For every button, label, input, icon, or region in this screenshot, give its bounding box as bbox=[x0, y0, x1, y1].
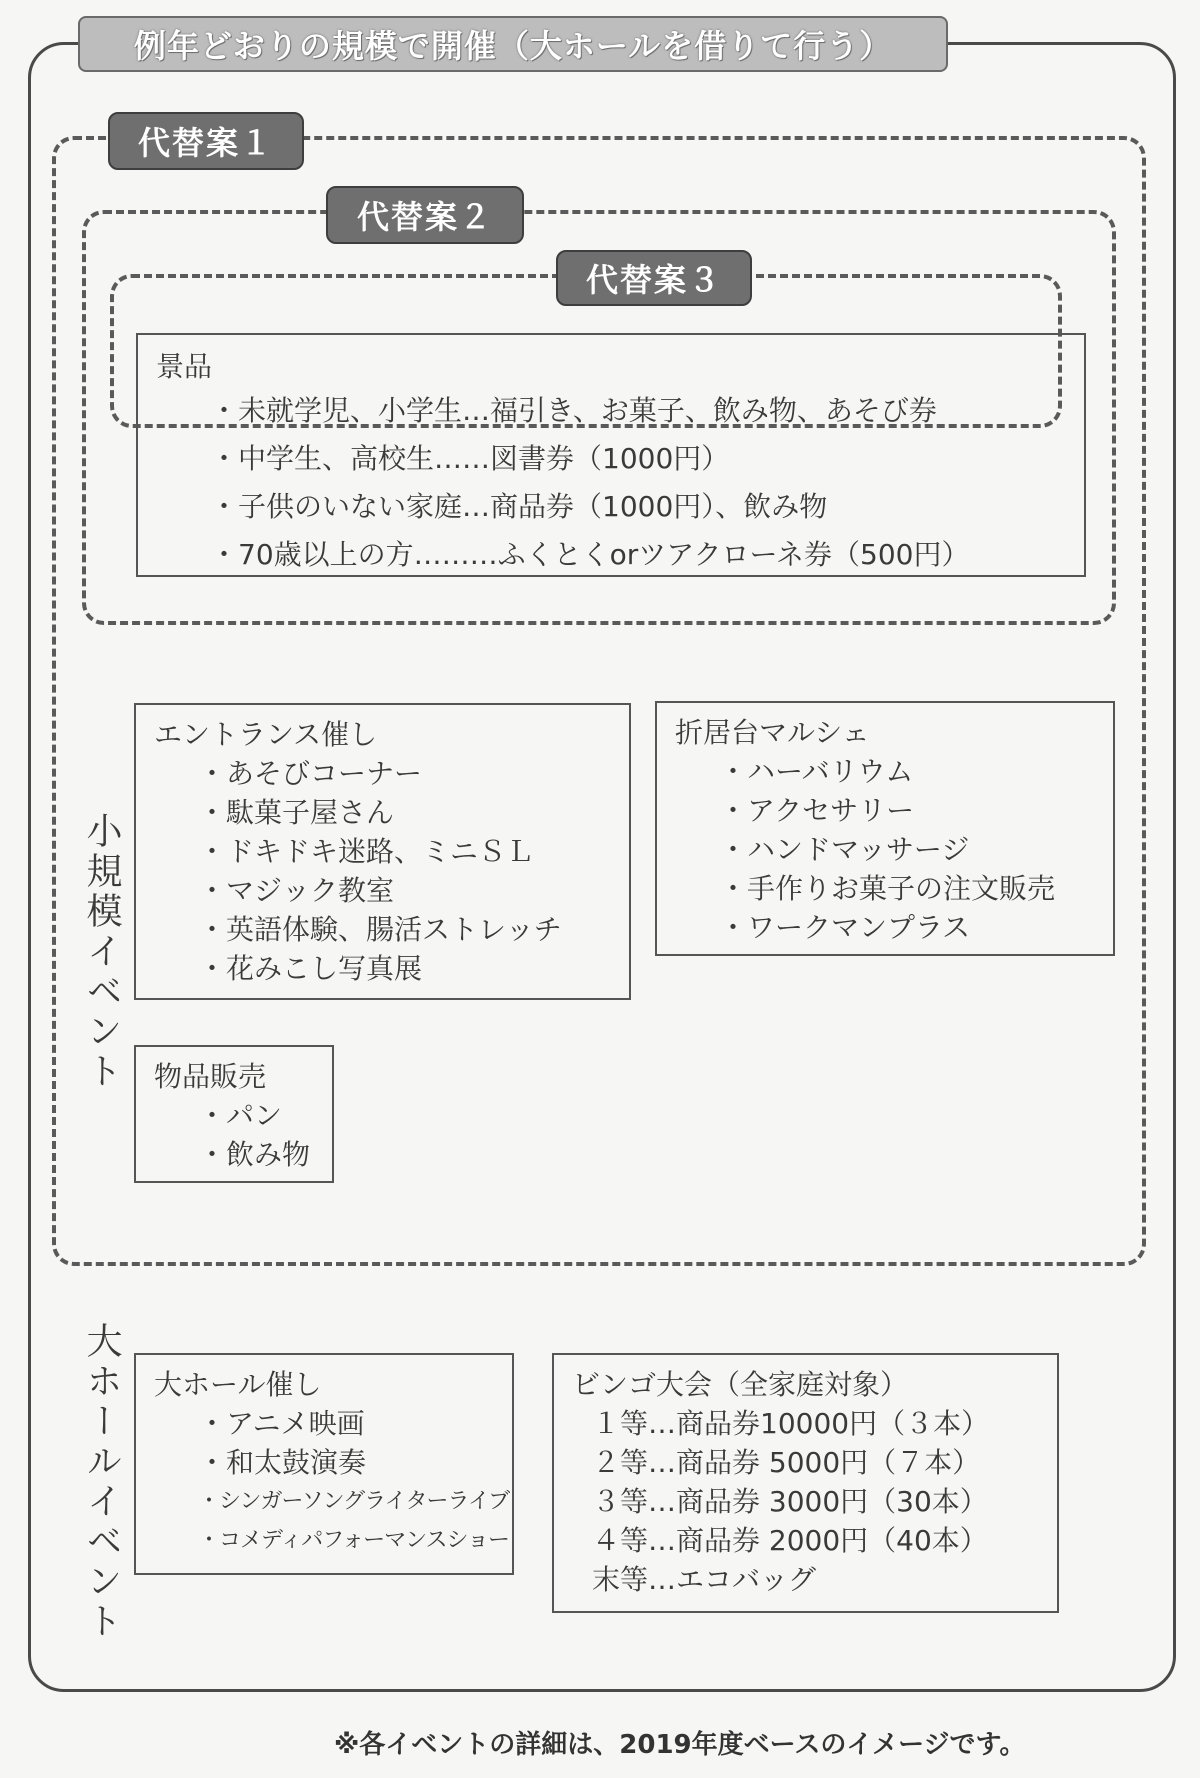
list-item: ・ 中学生、高校生……図書券（1000円） bbox=[210, 435, 1066, 483]
entrance-list bbox=[154, 754, 611, 988]
bingo-list bbox=[572, 1404, 1039, 1599]
entrance-box bbox=[134, 703, 631, 1000]
list-item: ・ シンガーソングライターライブ bbox=[198, 1482, 494, 1521]
list-item: ２等…商品券 5000円（７本） bbox=[592, 1446, 981, 1479]
goods-title: 物品販売 bbox=[154, 1060, 267, 1093]
list-item: １等…商品券10000円（３本） bbox=[592, 1407, 990, 1440]
prizes-list bbox=[156, 387, 1066, 579]
list-item: ・ ワークマンプラス bbox=[719, 908, 1095, 947]
list-item: ・ パン bbox=[198, 1096, 314, 1135]
large-hall-label: 大ホールイベント bbox=[81, 1322, 122, 1642]
list-item: ・ 花みこし写真展 bbox=[198, 949, 611, 988]
hall-list bbox=[154, 1404, 510, 1560]
list-item: ３等…商品券 3000円（30本） bbox=[592, 1485, 988, 1518]
list-item: ・ 子供のいない家庭…商品券（1000円）、飲み物 bbox=[210, 483, 1066, 531]
list-item: ・ ハーバリウム bbox=[719, 752, 1095, 791]
list-item: ・ ドキドキ迷路、ミニＳＬ bbox=[198, 832, 611, 871]
list-item: ・ 手作りお菓子の注文販売 bbox=[719, 869, 1095, 908]
outer-title: 例年どおりの規模で開催（大ホールを借りて行う） bbox=[78, 16, 948, 72]
hall-title: 大ホール催し bbox=[154, 1368, 322, 1401]
list-item: ・ アニメ映画 bbox=[198, 1404, 494, 1443]
list-item: ・ ハンドマッサージ bbox=[719, 830, 1095, 869]
list-item: ・ 未就学児、小学生…福引き、お菓子、飲み物、あそび券 bbox=[210, 387, 1066, 435]
list-item: ・ コメディパフォーマンスショー bbox=[198, 1521, 494, 1560]
alternative-2-tag: 代替案２ bbox=[326, 186, 524, 244]
footnote: ※各イベントの詳細は、2019年度ベースのイメージです。 bbox=[334, 1730, 1026, 1760]
marche-list bbox=[675, 752, 1095, 947]
list-item: ４等…商品券 2000円（40本） bbox=[592, 1524, 988, 1557]
alternative-3-tag: 代替案３ bbox=[556, 250, 752, 306]
alternative-1-tag: 代替案１ bbox=[108, 112, 304, 170]
bingo-title: ビンゴ大会（全家庭対象） bbox=[572, 1368, 909, 1401]
goods-box bbox=[134, 1045, 334, 1183]
prizes-box bbox=[136, 333, 1086, 577]
marche-title: 折居台マルシェ bbox=[675, 716, 870, 749]
hall-box bbox=[134, 1353, 514, 1575]
list-item: ・ アクセサリー bbox=[719, 791, 1095, 830]
goods-list bbox=[154, 1096, 314, 1174]
entrance-title: エントランス催し bbox=[154, 718, 378, 751]
list-item: ・ 飲み物 bbox=[198, 1135, 314, 1174]
list-item: ・ あそびコーナー bbox=[198, 754, 611, 793]
list-item: ・ マジック教室 bbox=[198, 871, 611, 910]
list-item: ・ 英語体験、腸活ストレッチ bbox=[198, 910, 611, 949]
marche-box bbox=[655, 701, 1115, 956]
bingo-box bbox=[552, 1353, 1059, 1613]
prizes-title: 景品 bbox=[156, 350, 213, 383]
list-item: ・ 和太鼓演奏 bbox=[198, 1443, 494, 1482]
small-scale-label: 小規模イベント bbox=[81, 812, 122, 1092]
list-item: ・ 駄菓子屋さん bbox=[198, 793, 611, 832]
list-item: ・ 70歳以上の方………ふくとくorツアクローネ券（500円） bbox=[210, 531, 1066, 579]
list-item: 末等…エコバッグ bbox=[592, 1563, 817, 1596]
